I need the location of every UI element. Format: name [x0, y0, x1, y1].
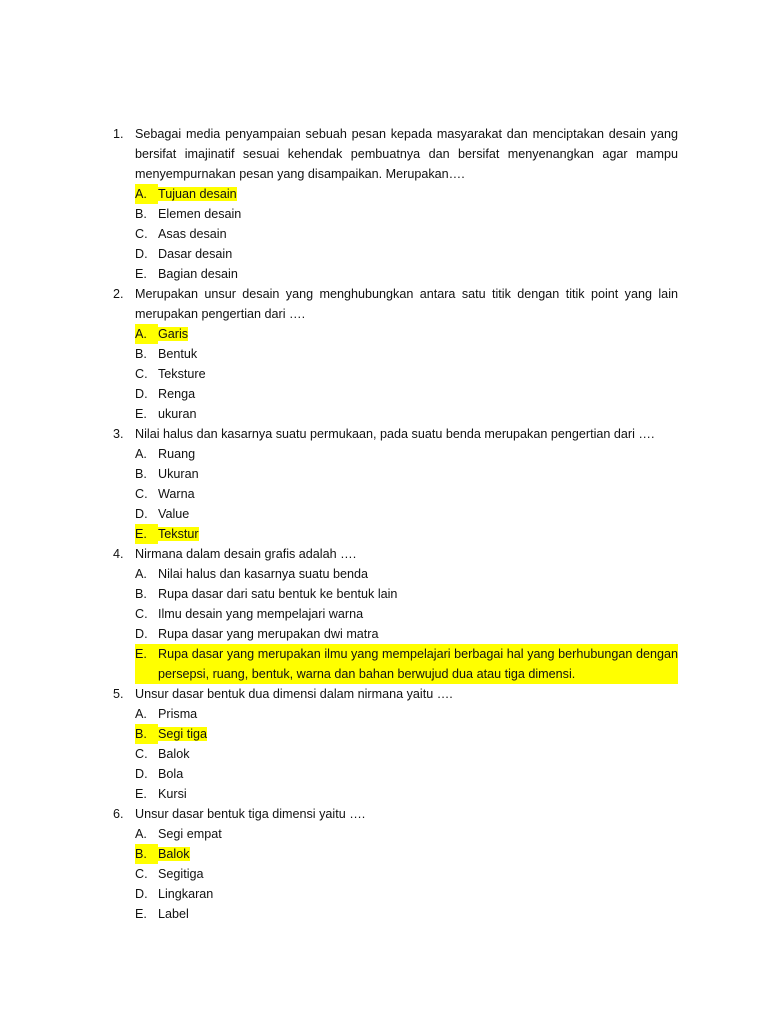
question-number: 1.: [113, 127, 124, 141]
option-letter: E.: [135, 407, 147, 421]
option-item: [135, 404, 678, 424]
option-item: [135, 764, 678, 784]
option-item: [135, 784, 678, 804]
question-text: Unsur dasar bentuk tiga dimensi yaitu ….: [135, 807, 366, 821]
option-text-wrap: [158, 524, 678, 544]
question-text: Merupakan unsur desain yang menghubungkan antara satu titik dengan titik point yang lain merupakan pengertian dari ….: [135, 287, 678, 321]
option-text-wrap: [158, 324, 678, 344]
option-text: Ukuran: [158, 467, 199, 481]
option-letter: D.: [135, 767, 148, 781]
option-item: [135, 604, 678, 624]
option-item: [135, 624, 678, 644]
option-item: [135, 244, 678, 264]
option-text: Nilai halus dan kasarnya suatu benda: [158, 567, 369, 581]
option-letter: B.: [135, 724, 158, 744]
question-1: [113, 124, 678, 284]
option-list: [135, 704, 678, 804]
option-letter: A.: [135, 324, 158, 344]
option-text: Bola: [158, 767, 184, 781]
option-text: ukuran: [158, 407, 197, 421]
option-item: [135, 744, 678, 764]
option-list: [135, 824, 678, 924]
option-letter: A.: [135, 827, 147, 841]
option-text: Rupa dasar yang merupakan dwi matra: [158, 627, 379, 641]
question-text: Nilai halus dan kasarnya suatu permukaan, pada suatu benda merupakan pengertian dari ….: [135, 427, 655, 441]
option-item: [135, 204, 678, 224]
option-text-wrap: [158, 184, 678, 204]
option-item: [135, 264, 678, 284]
option-letter: E.: [135, 644, 158, 684]
question-text: Nirmana dalam desain grafis adalah ….: [135, 547, 357, 561]
option-letter: C.: [135, 867, 148, 881]
option-text: Tujuan desain: [158, 187, 237, 201]
option-text: Balok: [158, 847, 190, 861]
question-5: [113, 684, 678, 804]
option-item: [135, 504, 678, 524]
option-letter: D.: [135, 507, 148, 521]
option-letter: C.: [135, 747, 148, 761]
question-row: [113, 424, 678, 444]
option-text: Renga: [158, 387, 196, 401]
question-text: Unsur dasar bentuk dua dimensi dalam nirmana yaitu ….: [135, 687, 453, 701]
option-list: [135, 184, 678, 284]
option-item: [135, 884, 678, 904]
question-3: [113, 424, 678, 544]
option-item: [135, 584, 678, 604]
option-text: Label: [158, 907, 189, 921]
option-text: Lingkaran: [158, 887, 214, 901]
option-item: [135, 864, 678, 884]
option-letter: B.: [135, 207, 147, 221]
option-item: [135, 444, 678, 464]
option-text: Warna: [158, 487, 195, 501]
question-number: 2.: [113, 287, 124, 301]
option-letter: A.: [135, 707, 147, 721]
option-text: Kursi: [158, 787, 187, 801]
option-text: Teksture: [158, 367, 206, 381]
answer-option: [135, 844, 678, 864]
option-letter: E.: [135, 267, 147, 281]
option-letter: D.: [135, 247, 148, 261]
option-text: Dasar desain: [158, 247, 233, 261]
option-text: Segitiga: [158, 867, 204, 881]
answer-option: [135, 724, 678, 744]
question-2: [113, 284, 678, 424]
option-letter: B.: [135, 587, 147, 601]
option-text: Rupa dasar dari satu bentuk ke bentuk lain: [158, 587, 398, 601]
option-item: [135, 704, 678, 724]
option-letter: A.: [135, 567, 147, 581]
option-text: Bentuk: [158, 347, 198, 361]
option-text: Asas desain: [158, 227, 227, 241]
option-list: [135, 564, 678, 684]
answer-option: [135, 324, 678, 344]
option-text: Segi tiga: [158, 727, 208, 741]
option-list: [135, 324, 678, 424]
question-row: [113, 684, 678, 704]
answer-option: [135, 524, 678, 544]
option-text: Segi empat: [158, 827, 222, 841]
question-row: [113, 544, 678, 564]
option-letter: E.: [135, 787, 147, 801]
option-letter: D.: [135, 627, 148, 641]
option-text: Rupa dasar yang merupakan ilmu yang mempelajari berbagai hal yang berhubungan dengan persepsi, ruang, bentuk, warna dan bahan berwujud dua atau tiga dimensi.: [158, 644, 678, 684]
option-letter: E.: [135, 524, 158, 544]
option-item: [135, 564, 678, 584]
option-text-wrap: [158, 724, 678, 744]
answer-option: [135, 184, 678, 204]
option-text: Tekstur: [158, 527, 199, 541]
option-text: Elemen desain: [158, 207, 242, 221]
option-text: Prisma: [158, 707, 198, 721]
option-item: [135, 824, 678, 844]
option-text: Bagian desain: [158, 267, 238, 281]
option-letter: B.: [135, 347, 147, 361]
question-list: [113, 124, 678, 924]
question-6: [113, 804, 678, 924]
question-row: [113, 124, 678, 184]
option-item: [135, 344, 678, 364]
option-letter: B.: [135, 844, 158, 864]
option-letter: D.: [135, 387, 148, 401]
option-item: [135, 484, 678, 504]
answer-option: [135, 644, 678, 684]
question-number: 3.: [113, 427, 124, 441]
option-item: [135, 904, 678, 924]
question-number: 6.: [113, 807, 124, 821]
option-letter: A.: [135, 447, 147, 461]
option-text: Ilmu desain yang mempelajari warna: [158, 607, 364, 621]
option-text: Ruang: [158, 447, 196, 461]
option-text: Value: [158, 507, 190, 521]
option-letter: B.: [135, 467, 147, 481]
option-letter: A.: [135, 184, 158, 204]
question-number: 5.: [113, 687, 124, 701]
option-letter: D.: [135, 887, 148, 901]
option-item: [135, 384, 678, 404]
option-text: Garis: [158, 327, 189, 341]
question-text: Sebagai media penyampaian sebuah pesan kepada masyarakat dan menciptakan desain yang bersifat imajinatif sesuai kehendak pembuatnya dan bersifat menyenangkan agar mampu menyempurnakan pesan yang disampaikan. Merupakan….: [135, 127, 678, 181]
option-letter: C.: [135, 607, 148, 621]
question-row: [113, 284, 678, 324]
question-row: [113, 804, 678, 824]
option-text-wrap: [158, 844, 678, 864]
option-letter: E.: [135, 907, 147, 921]
question-number: 4.: [113, 547, 124, 561]
option-item: [135, 364, 678, 384]
option-list: [135, 444, 678, 544]
option-letter: C.: [135, 227, 148, 241]
option-text: Balok: [158, 747, 190, 761]
option-item: [135, 464, 678, 484]
option-letter: C.: [135, 487, 148, 501]
question-4: [113, 544, 678, 684]
option-letter: C.: [135, 367, 148, 381]
option-item: [135, 224, 678, 244]
